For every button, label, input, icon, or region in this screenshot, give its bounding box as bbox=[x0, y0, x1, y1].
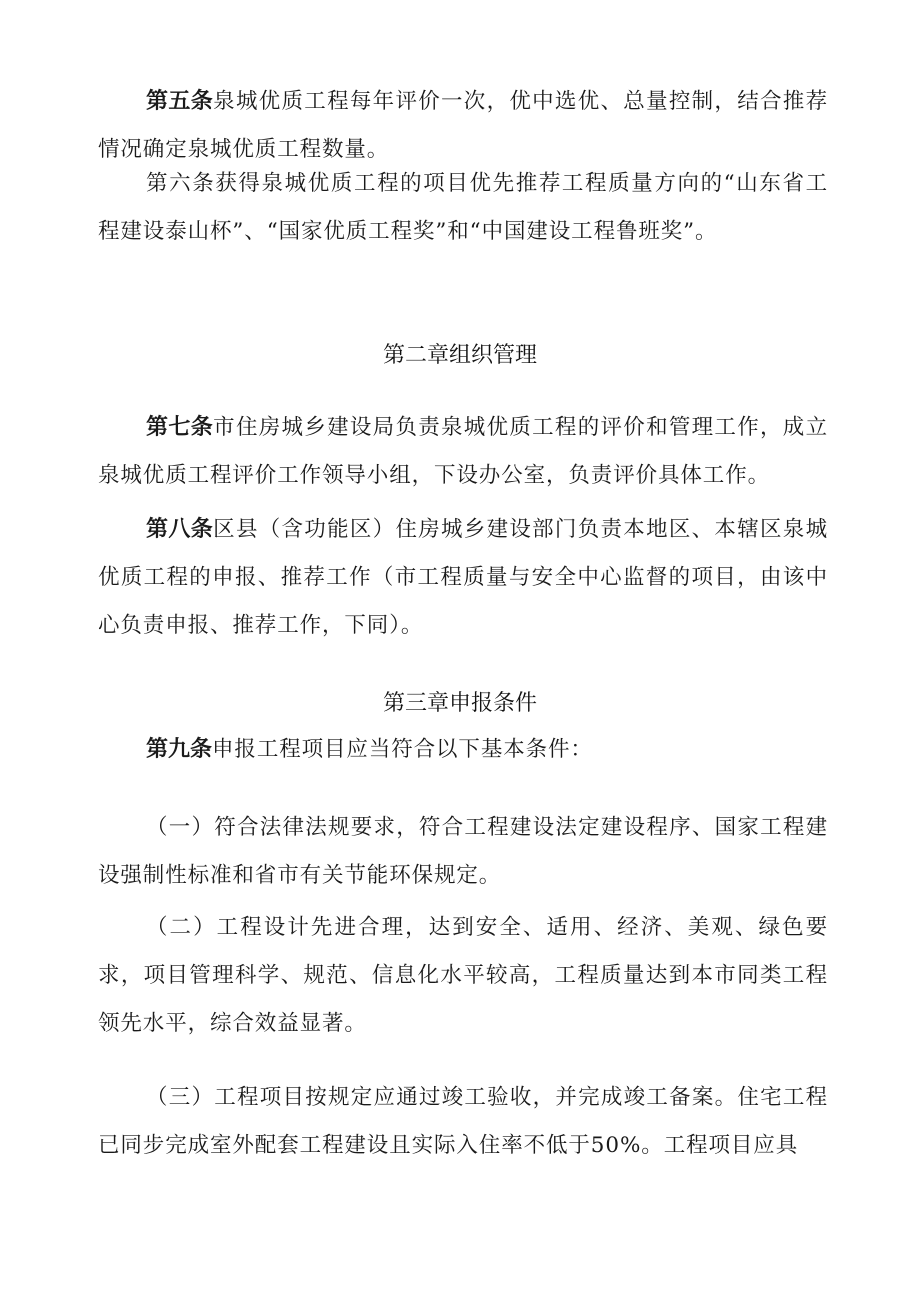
article-8 bbox=[98, 506, 828, 650]
article-7-text: 市住房城乡建设局负责泉城优质工程的评价和管理工作，成立泉城优质工程评价工作领导小组，下设办公室，负责评价具体工作。 bbox=[98, 415, 828, 488]
article-7-number: 第七条 bbox=[146, 415, 214, 440]
item-1: （一）符合法律法规要求，符合工程建设法定建设程序、国家工程建设强制性标准和省市有关节能环保规定。 bbox=[98, 815, 828, 888]
chapter-2-heading: 第二章组织管理 bbox=[382, 343, 537, 368]
article-9-text: 申报工程项目应当符合以下基本条件： bbox=[212, 737, 593, 762]
item-3: （三）工程项目按规定应通过竣工验收，并完成竣工备案。住宅工程已同步完成室外配套工程建设且实际入住率不低于50%。工程项目应具 bbox=[98, 1085, 828, 1158]
article-8-text: 区县（含功能区）住房城乡建设部门负责本地区、本辖区泉城优质工程的申报、推荐工作（市工程质量与安全中心监督的项目，由该中心负责申报、推荐工作，下同）。 bbox=[98, 517, 828, 638]
article-9-number: 第九条 bbox=[146, 737, 213, 762]
article-6-text: 第六条获得泉城优质工程的项目优先推荐工程质量方向的“山东省工程建设泰山杯”、“国家优质工程奖”和“中国建设工程鲁班奖”。 bbox=[98, 171, 828, 244]
chapter-3-heading: 第三章申报条件 bbox=[382, 691, 537, 716]
article-5-number: 第五条 bbox=[146, 89, 214, 114]
item-2: （二）工程设计先进合理，达到安全、适用、经济、美观、绿色要求，项目管理科学、规范、信息化水平较高，工程质量达到本市同类工程领先水平，综合效益显著。 bbox=[98, 915, 828, 1036]
article-8-number: 第八条 bbox=[146, 517, 214, 542]
article-9 bbox=[98, 726, 828, 774]
article-6 bbox=[98, 160, 828, 256]
article-7 bbox=[98, 404, 828, 500]
article-5-text: 泉城优质工程每年评价一次，优中选优、总量控制，结合推荐情况确定泉城优质工程数量。 bbox=[98, 89, 828, 162]
